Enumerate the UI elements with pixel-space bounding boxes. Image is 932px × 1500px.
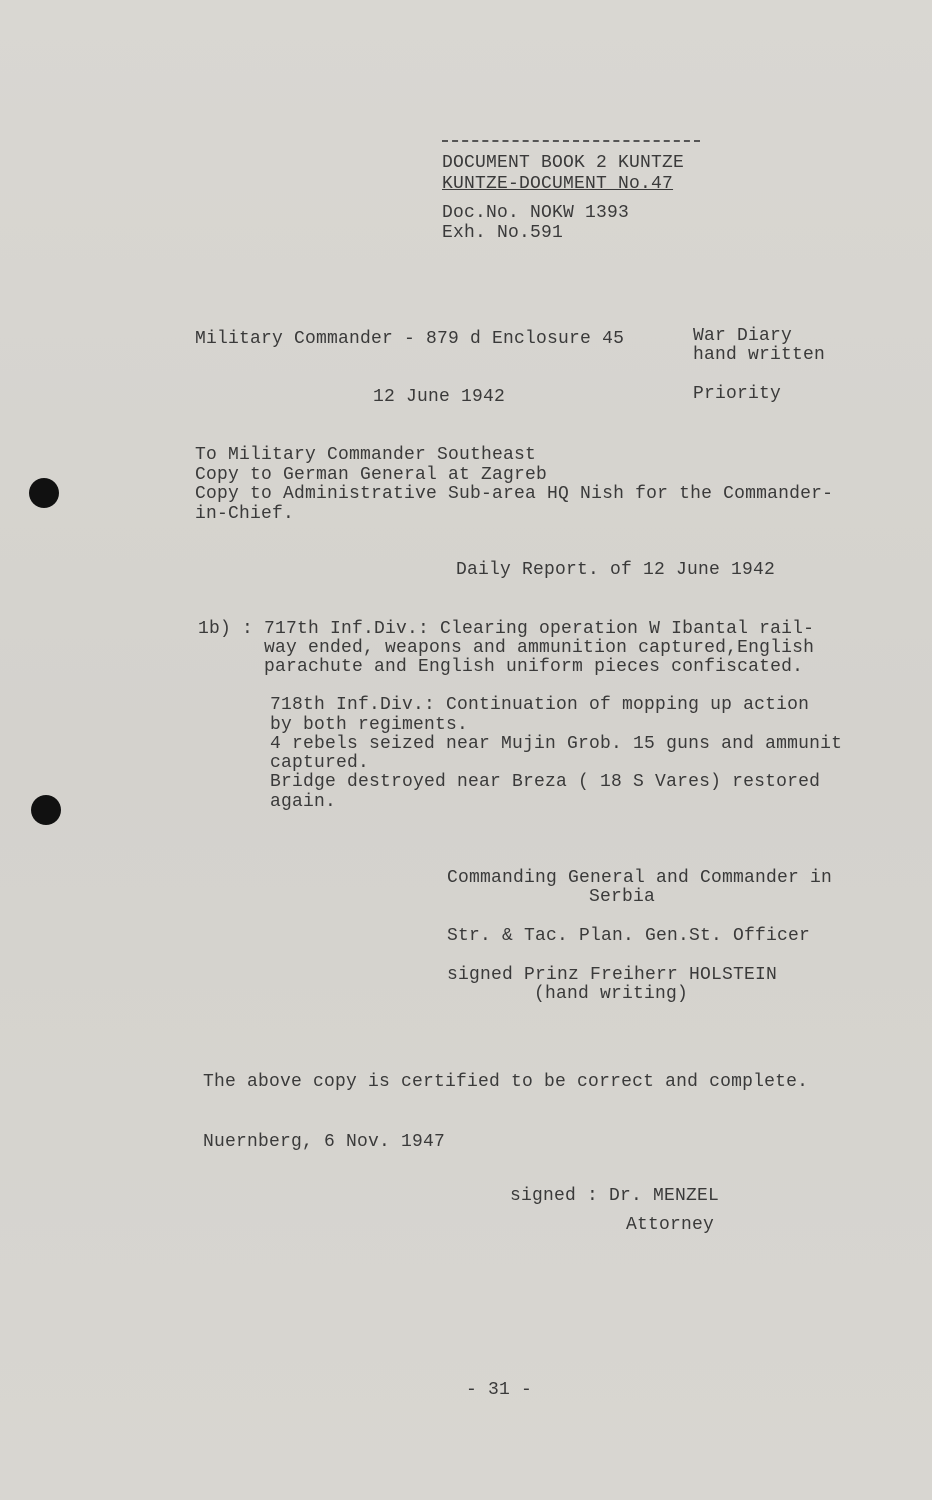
body-line: again. xyxy=(270,792,337,812)
body-line: captured. xyxy=(270,753,370,773)
body-line: by both regiments. xyxy=(270,715,469,735)
hand-written-note: hand written xyxy=(693,345,826,365)
origin-line: Military Commander - 879 d Enclosure 45 xyxy=(195,329,625,349)
signature-name: signed Prinz Freiherr HOLSTEIN xyxy=(447,965,778,985)
header-exhibit-no: Exh. No.591 xyxy=(442,223,564,243)
header-document-book: DOCUMENT BOOK 2 KUNTZE xyxy=(442,153,685,173)
punch-hole-bottom xyxy=(31,795,61,825)
certification-text: The above copy is certified to be correct and complete. xyxy=(203,1072,809,1092)
signature-note: (hand writing) xyxy=(534,984,689,1004)
report-title: Daily Report. of 12 June 1942 xyxy=(456,560,776,580)
recipient-line: Copy to German General at Zagreb xyxy=(195,465,548,485)
body-line: Bridge destroyed near Breza ( 18 S Vares) restored xyxy=(270,772,821,792)
signature-officer: Str. & Tac. Plan. Gen.St. Officer xyxy=(447,926,811,946)
header-divider xyxy=(442,140,700,142)
body-line: 1b) : 717th Inf.Div.: Clearing operation W Ibantal rail- xyxy=(198,619,815,639)
recipient-line: Copy to Administrative Sub-area HQ Nish for the Commander- xyxy=(195,484,834,504)
attorney-title: Attorney xyxy=(626,1215,715,1235)
body-line: 4 rebels seized near Mujin Grob. 15 guns and ammunit xyxy=(270,734,843,754)
signature-title: Commanding General and Commander in xyxy=(447,868,833,888)
page-number: - 31 - xyxy=(466,1380,533,1400)
report-date: 12 June 1942 xyxy=(373,387,506,407)
recipient-line: in-Chief. xyxy=(195,504,295,524)
war-diary-note: War Diary xyxy=(693,326,793,346)
signature-title-cont: Serbia xyxy=(589,887,656,907)
header-doc-no: Doc.No. NOKW 1393 xyxy=(442,203,630,223)
header-document-number: KUNTZE-DOCUMENT No.47 xyxy=(442,174,674,194)
punch-hole-top xyxy=(29,478,59,508)
priority-note: Priority xyxy=(693,384,782,404)
body-line: 718th Inf.Div.: Continuation of mopping up action xyxy=(270,695,810,715)
place-date: Nuernberg, 6 Nov. 1947 xyxy=(203,1132,446,1152)
recipient-line: To Military Commander Southeast xyxy=(195,445,537,465)
attorney-signed: signed : Dr. MENZEL xyxy=(510,1186,720,1206)
body-line: parachute and English uniform pieces confiscated. xyxy=(198,657,804,677)
body-line: way ended, weapons and ammunition captured,English xyxy=(198,638,815,658)
